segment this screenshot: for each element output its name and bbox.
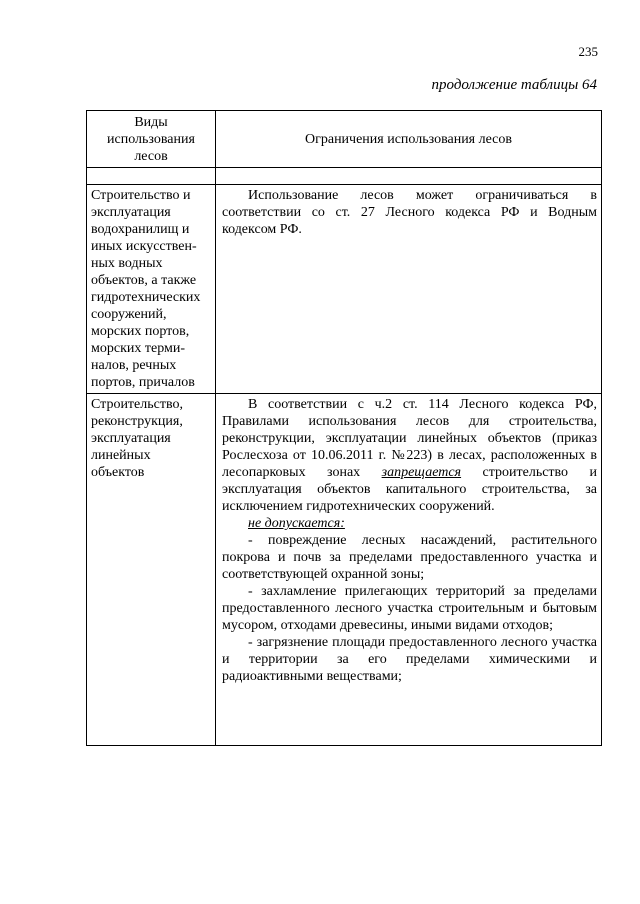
header-line: лесов	[134, 148, 168, 164]
use-line: объектов, а также	[91, 273, 197, 288]
forest-use-restrictions-table	[86, 110, 602, 746]
use-line: эксплуатация	[91, 431, 171, 446]
header-line: использования	[107, 131, 195, 147]
use-line: сооружений,	[91, 307, 167, 322]
use-line: ных водных	[91, 256, 163, 271]
page-number: 235	[578, 44, 598, 59]
use-line: линейных	[91, 448, 151, 463]
use-line: иных искусствен-	[91, 239, 197, 254]
restriction-paragraph	[222, 396, 597, 515]
restriction-cell	[216, 185, 602, 394]
use-line: морских терми-	[91, 341, 186, 356]
use-line: портов, причалов	[91, 375, 195, 390]
use-line: реконструкция,	[91, 414, 183, 429]
header-line: Виды	[134, 114, 168, 130]
table-row	[87, 394, 602, 746]
header-restrictions: Ограничения использования лесов	[216, 111, 602, 168]
list-item: - захламление прилегающих территорий за пределами предоставленного лесного участка строительным и бытовым мусором, отходами древесины, иными видами отходов;	[222, 584, 597, 633]
use-line: водохранилищ и	[91, 222, 190, 237]
table-row	[87, 185, 602, 394]
use-line: эксплуатация	[91, 205, 171, 220]
table-spacer-row	[87, 168, 602, 185]
use-line: Строительство и	[91, 188, 191, 203]
table-continuation-caption: продолжение таблицы 64	[431, 77, 597, 93]
prohibited-emphasis: запрещается	[381, 465, 462, 480]
use-type-cell	[87, 394, 216, 746]
restriction-cell	[216, 394, 602, 746]
use-type-cell	[87, 185, 216, 394]
header-use-type	[87, 111, 216, 168]
restriction-text-part: строительство и эксплуатация объектов капитального строительства, за исключением гидротехнических сооружений.	[222, 465, 597, 514]
use-line: Строительство,	[91, 397, 183, 412]
list-item: - загрязнение площади предоставленного лесного участка и территории за его пределами химическими и радиоактивными веществами;	[222, 635, 597, 684]
use-line: объектов	[91, 465, 145, 480]
not-allowed-heading	[222, 515, 597, 532]
not-allowed-label: не допускается:	[248, 516, 345, 531]
restriction-text: Использование лесов может ограничиваться в соответствии со ст. 27 Лесного кодекса РФ и Водным кодексом РФ.	[222, 188, 597, 237]
use-line: налов, речных	[91, 358, 177, 373]
table-header-row	[87, 111, 602, 168]
list-item: - повреждение лесных насаждений, растительного покрова и почв за пределами предоставленного участка и соответствующей охранной зоны;	[222, 533, 597, 582]
restriction-text-part: В соответствии с ч.2 ст. 114 Лесного кодекса РФ, Правилами использования лесов для строительства, реконструкции, эксплуатации линейных объектов (приказ Рослесхоза от 10.06.2011 г. №223) в лесах, расположенных в лесопарковых зонах	[222, 397, 597, 480]
use-line: морских портов,	[91, 324, 190, 339]
use-line: гидротехнических	[91, 290, 201, 305]
